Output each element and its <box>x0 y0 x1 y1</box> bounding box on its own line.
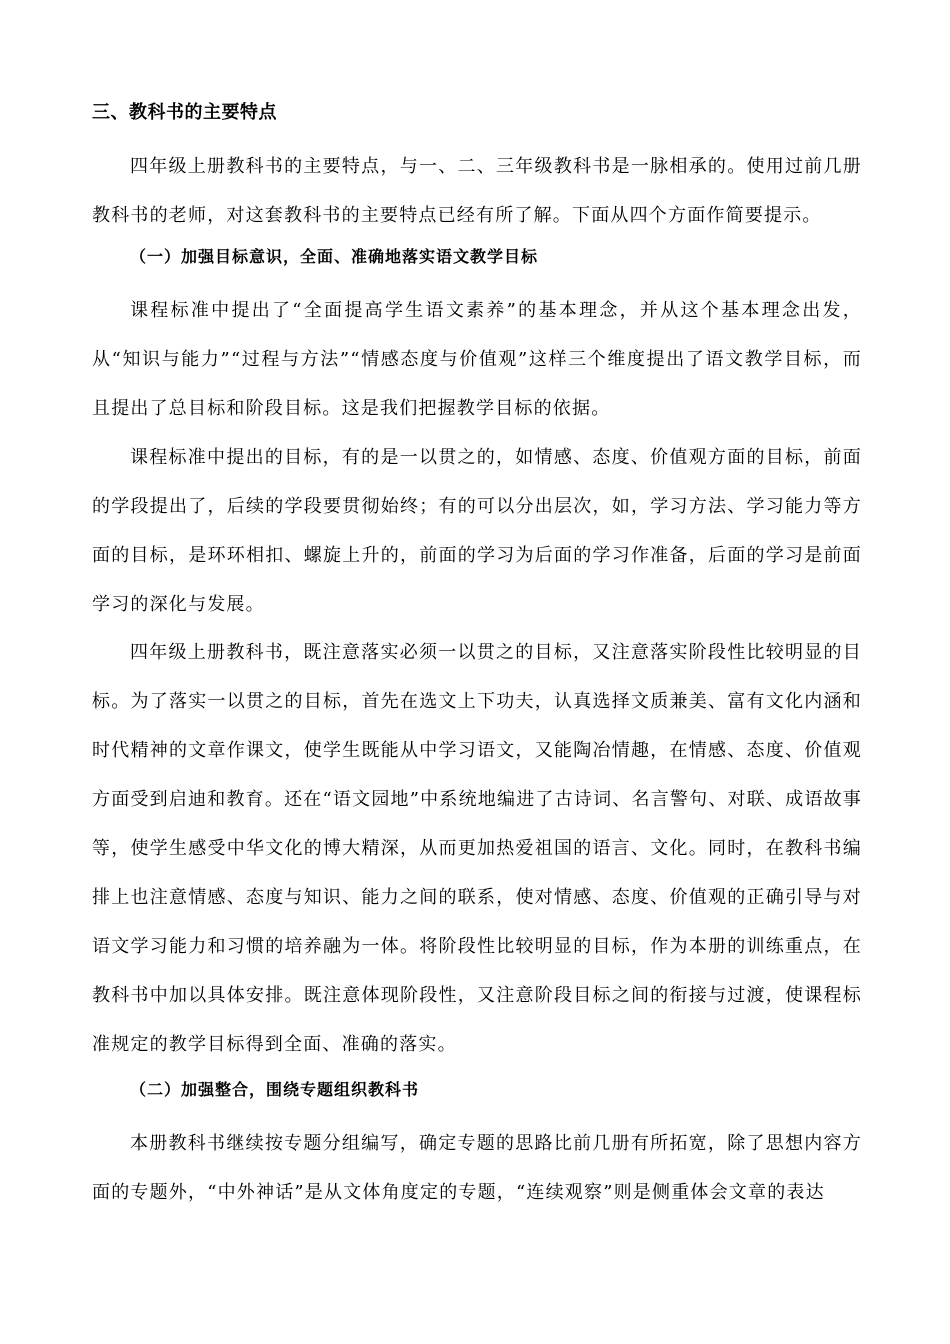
subheading-2: （二）加强整合，围绕专题组织教科书 <box>130 1080 420 1099</box>
paragraph-curriculum-standard: 课程标准中提出了“全面提高学生语文素养”的基本理念，并从这个基本理念出发，从“知识与能力”“过程与方法”“情感态度与价值观”这样三个维度提出了语文教学目标，而且提出了总目标和阶段目标。这是我们把握教学目标的依据。 <box>92 300 862 419</box>
paragraph-goals: 课程标准中提出的目标，有的是一以贯之的，如情感、态度、价值观方面的目标，前面的学段提出了，后续的学段要贯彻始终；有的可以分出层次，如，学习方法、学习能力等方面的目标，是环环相扣、螺旋上升的，前面的学习为后面的学习作准备，后面的学习是前面学习的深化与发展。 <box>92 447 862 615</box>
subheading-1: （一）加强目标意识，全面、准确地落实语文教学目标 <box>130 247 539 266</box>
paragraph-topics: 本册教科书继续按专题分组编写，确定专题的思路比前几册有所拓宽，除了思想内容方面的专题外，“中外神话”是从文体角度定的专题，“连续观察”则是侧重体会文章的表达 <box>92 1133 862 1203</box>
paragraph-intro: 四年级上册教科书的主要特点，与一、二、三年级教科书是一脉相承的。使用过前几册教科书的老师，对这套教科书的主要特点已经有所了解。下面从四个方面作简要提示。 <box>92 156 862 226</box>
section-heading: 三、教科书的主要特点 <box>92 102 277 123</box>
paragraph-grade-four: 四年级上册教科书，既注意落实必须一以贯之的目标，又注意落实阶段性比较明显的目标。为了落实一以贯之的目标，首先在选文上下功夫，认真选择文质兼美、富有文化内涵和时代精神的文章作课文，使学生既能从中学习语文，又能陶冶情趣，在情感、态度、价值观方面受到启迪和教育。还在“语文园地”中系统地编进了古诗词、名言警句、对联、成语故事等，使学生感受中华文化的博大精深，从而更加热爱祖国的语言、文化。同时，在教科书编排上也注意情感、态度与知识、能力之间的联系，使对情感、态度、价值观的正确引导与对语文学习能力和习惯的培养融为一体。将阶段性比较明显的目标，作为本册的训练重点，在教科书中加以具体安排。既注意体现阶段性，又注意阶段目标之间的衔接与过渡，使课程标准规定的教学目标得到全面、准确的落实。 <box>92 642 862 1055</box>
